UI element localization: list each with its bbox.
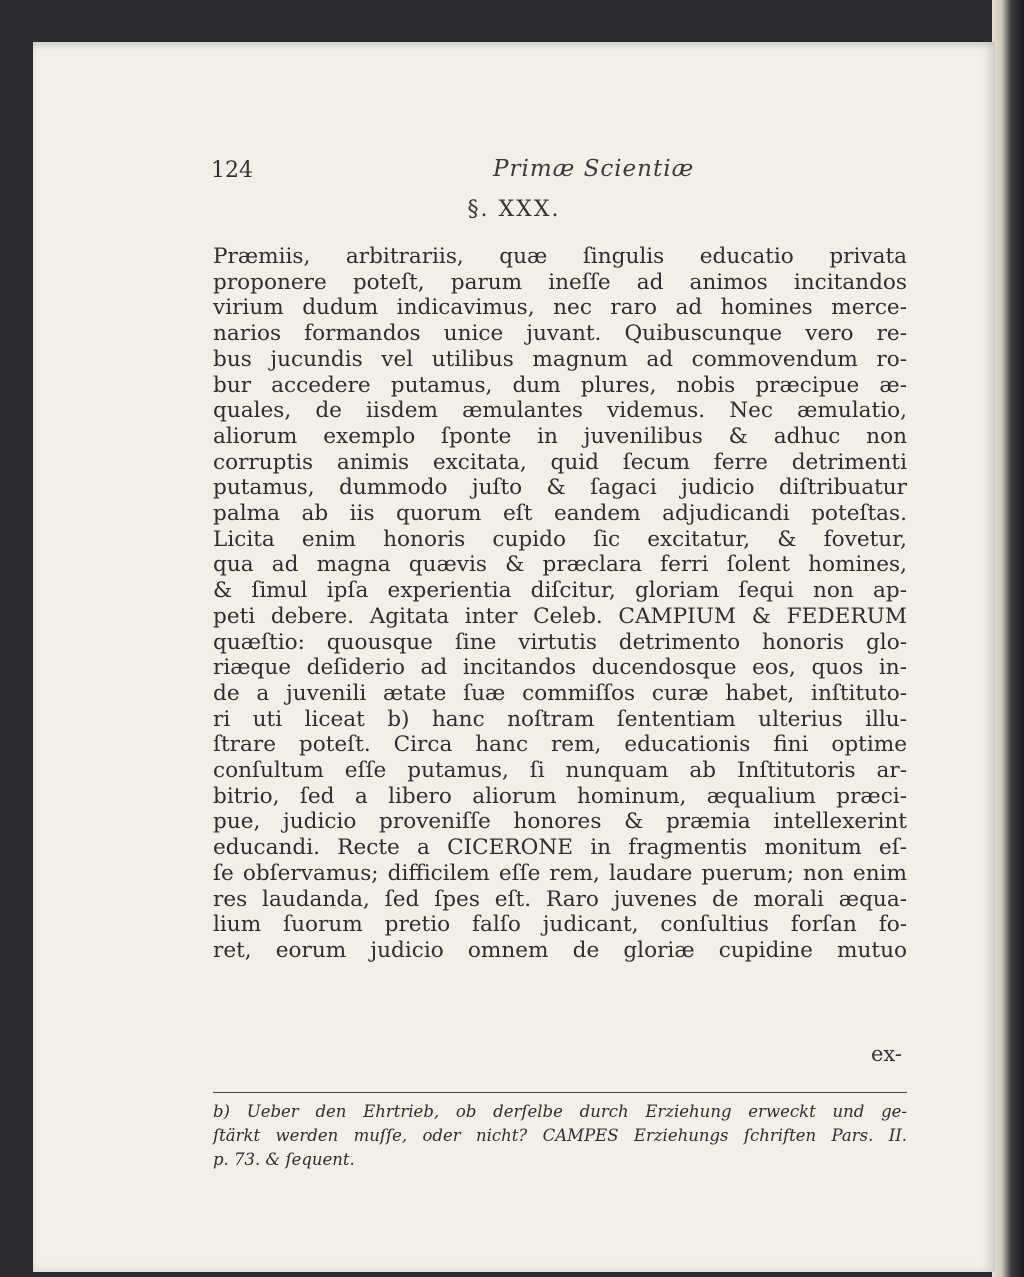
- body-line: de a juvenili ætate ſuæ commiſſos curæ habet, inſtituto-: [213, 680, 907, 706]
- body-line: aliorum exemplo ſponte in juvenilibus & adhuc non: [213, 423, 907, 449]
- body-line: corruptis animis excitata, quid ſecum ferre detrimenti: [213, 449, 907, 475]
- body-line: educandi. Recte a CICERONE in fragmentis monitum eſ-: [213, 835, 907, 861]
- body-line: quales, de iisdem æmulantes videmus. Nec æmulatio,: [213, 398, 907, 424]
- page-number: 124: [211, 158, 253, 183]
- body-line: peti debere. Agitata inter Celeb. CAMPIUM & FEDERUM: [213, 603, 907, 629]
- body-line: pue, judicio proveniſſe honores & præmia intellexerint: [213, 809, 907, 835]
- footnote-line: p. 73. & ſequent.: [213, 1150, 355, 1169]
- footnote-divider: [213, 1092, 907, 1093]
- scan-background-top: [0, 0, 1024, 42]
- body-line: ſe obſervamus; difficilem eſſe rem, laudare puerum; non enim: [213, 860, 907, 886]
- body-line: putamus, dummodo juſto & ſagaci judicio diſtribuatur: [213, 475, 907, 501]
- body-line: qua ad magna quævis & præclara ferri ſolent homines,: [213, 552, 907, 578]
- body-line: narios formandos unice juvant. Quibuscunque vero re-: [213, 321, 907, 347]
- body-line: bur accedere putamus, dum plures, nobis præcipue æ-: [213, 372, 907, 398]
- catch-word: ex-: [871, 1042, 902, 1066]
- body-line: Licita enim honoris cupido ſic excitatur, & fovetur,: [213, 526, 907, 552]
- body-line: bitrio, ſed a libero aliorum hominum, æqualium præci-: [213, 783, 907, 809]
- body-line: conſultum eſſe putamus, ſi nunquam ab Inſtitutoris ar-: [213, 758, 907, 784]
- body-line: res laudanda, ſed ſpes eſt. Raro juvenes de morali æqua-: [213, 886, 907, 912]
- footnote-line: ſtärkt werden muſſe, oder nicht? CAMPES Erziehungs ſchriften Pars. II.: [213, 1126, 907, 1145]
- book-page: [33, 42, 995, 1272]
- body-line: riæque deſiderio ad incitandos ducendosque eos, quos in-: [213, 655, 907, 681]
- body-line: Præmiis, arbitrariis, quæ ſingulis educatio privata: [213, 244, 907, 269]
- body-line: & ſimul ipſa experientia diſcitur, gloriam ſequi non ap-: [213, 578, 907, 604]
- body-line: palma ab iis quorum eſt eandem adjudicandi poteſtas.: [213, 501, 907, 527]
- body-line: ret, eorum judicio omnem de gloriæ cupidine mutuo: [213, 937, 907, 963]
- body-text: [213, 244, 907, 964]
- body-line: quæſtio: quousque ſine virtutis detrimento honoris glo-: [213, 629, 907, 655]
- running-head: Primæ Scientiæ: [493, 156, 695, 182]
- scan-background-right: [992, 0, 1024, 1277]
- footnote-line: b) Ueber den Ehrtrieb, ob derſelbe durch Erziehung erweckt und ge-: [213, 1102, 907, 1121]
- body-line: virium dudum indicavimus, nec raro ad homines merce-: [213, 295, 907, 321]
- body-line: bus jucundis vel utilibus magnum ad commovendum ro-: [213, 346, 907, 372]
- body-line: ſtrare poteſt. Circa hanc rem, educationis fini optime: [213, 732, 907, 758]
- section-heading: §. XXX.: [467, 197, 561, 222]
- body-line: ri uti liceat b) hanc noſtram ſententiam ulterius illu-: [213, 706, 907, 732]
- body-line: proponere poteſt, parum ineſſe ad animos incitandos: [213, 269, 907, 295]
- body-line: lium ſuorum pretio falſo judicant, conſultius forſan fo-: [213, 912, 907, 938]
- footnote: [213, 1100, 907, 1172]
